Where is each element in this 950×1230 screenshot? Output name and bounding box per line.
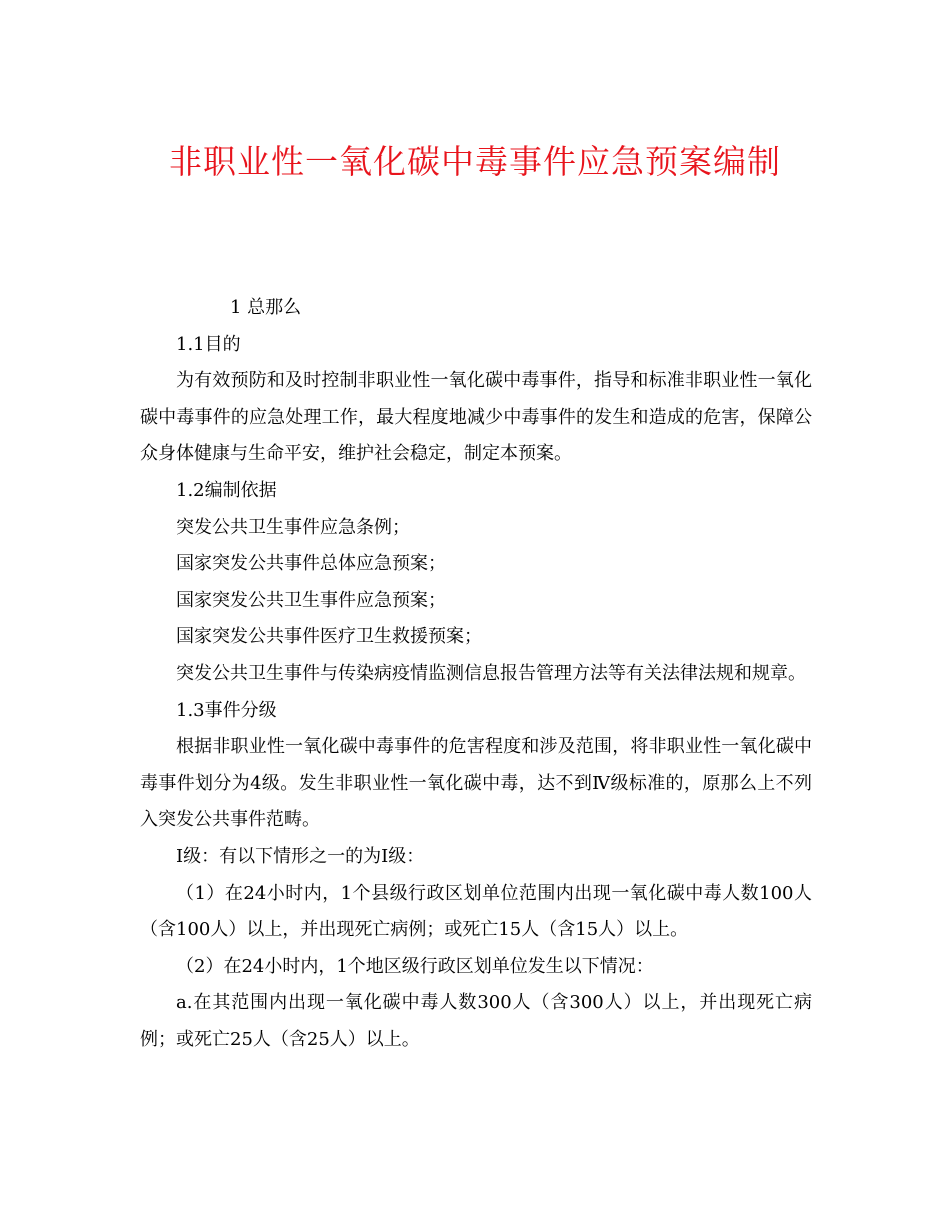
paragraph: 根据非职业性一氧化碳中毒事件的危害程度和涉及范围，将非职业性一氧化碳中毒事件划分为4级。发生非职业性一氧化碳中毒，达不到Ⅳ级标准的，原那么上不列入突发公共事件范畴。 (140, 736, 812, 831)
subsection-heading: 1.1目的 (176, 333, 241, 355)
list-item: 国家突发公共事件总体应急预案； (176, 553, 446, 575)
paragraph: 为有效预防和及时控制非职业性一氧化碳中毒事件，指导和标准非职业性一氧化碳中毒事件的应急处理工作，最大程度地减少中毒事件的发生和造成的危害，保障公众身体健康与生命平安，维护社会稳定，制定本预案。 (140, 370, 812, 465)
subsection-heading: 1.3事件分级 (176, 699, 277, 721)
section-heading: 1 总那么 (230, 297, 302, 318)
paragraph: a.在其范围内出现一氧化碳中毒人数300人（含300人）以上，并出现死亡病例；或死亡25人（含25人）以上。 (140, 992, 812, 1050)
paragraph: （1）在24小时内，1个县级行政区划单位范围内出现一氧化碳中毒人数100人（含100人）以上，并出现死亡病例；或死亡15人（含15人）以上。 (140, 882, 812, 941)
subsection-heading: 1.2编制依据 (176, 479, 277, 501)
list-item: 国家突发公共事件医疗卫生救援预案； (176, 626, 482, 648)
document-body (140, 290, 812, 1058)
list-item: 突发公共卫生事件与传染病疫情监测信息报告管理方法等有关法律法规和规章。 (176, 662, 806, 684)
document-title: 非职业性一氧化碳中毒事件应急预案编制 (169, 142, 781, 181)
list-item: 国家突发公共卫生事件应急预案； (176, 589, 446, 611)
paragraph: Ⅰ级：有以下情形之一的为Ⅰ级： (176, 845, 425, 867)
paragraph: （2）在24小时内，1个地区级行政区划单位发生以下情况： (176, 955, 654, 977)
list-item: 突发公共卫生事件应急条例； (176, 516, 410, 538)
